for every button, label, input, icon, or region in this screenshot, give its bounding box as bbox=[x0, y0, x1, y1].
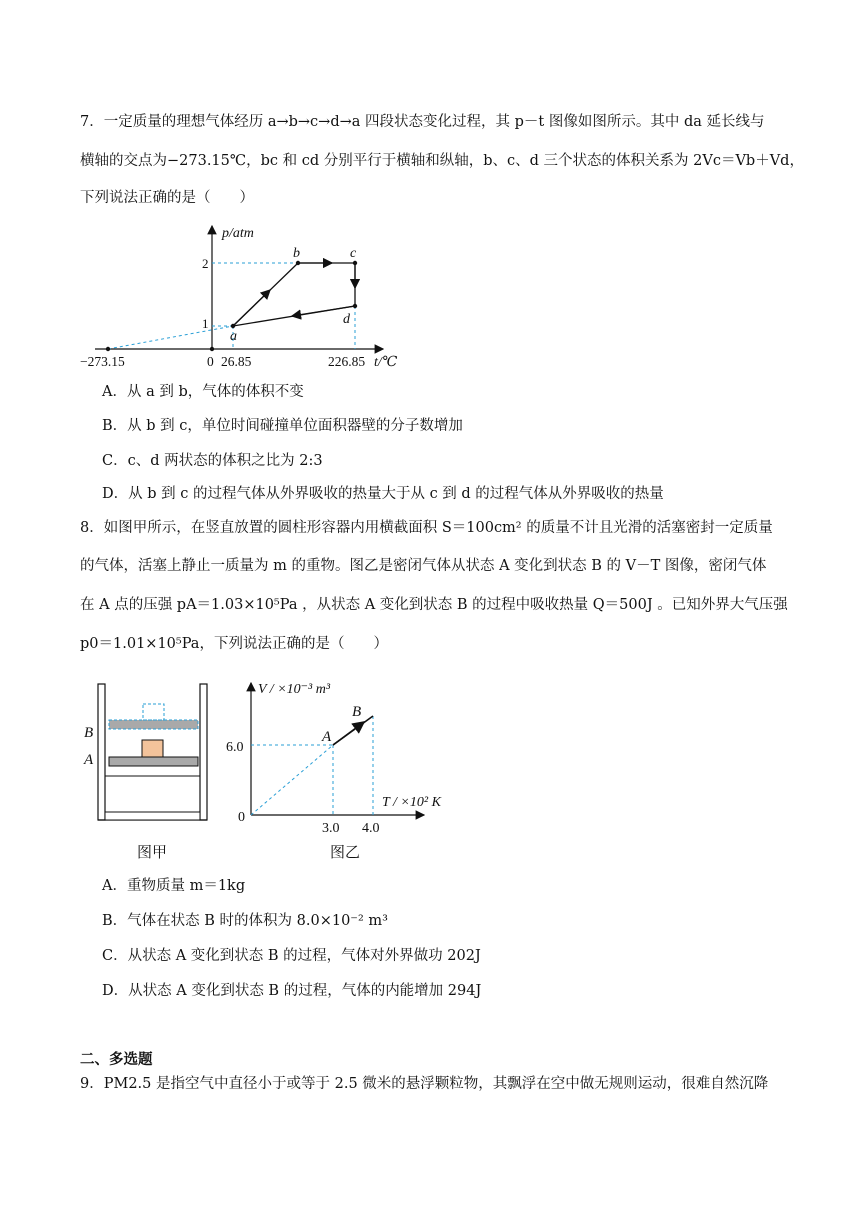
q7-x-tick-22685: 226.85 bbox=[328, 354, 366, 369]
q7-option-a: A．从 a 到 b，气体的体积不变 bbox=[102, 384, 304, 400]
q8-option-b: B．气体在状态 B 时的体积为 8.0×10⁻² m³ bbox=[102, 913, 388, 929]
q7-x-tick-2685: 26.85 bbox=[221, 354, 252, 369]
q8-yi-point-b: B bbox=[352, 704, 362, 720]
q8-jia-caption: 图甲 bbox=[136, 845, 168, 861]
q7-option-b: B．从 b 到 c，单位时间碰撞单位面积器壁的分子数增加 bbox=[102, 418, 463, 434]
q7-y-tick-1: 1 bbox=[202, 316, 209, 331]
q8-option-a: A．重物质量 m＝1kg bbox=[102, 878, 246, 894]
q7-x-tick-neg: −273.15 bbox=[80, 354, 125, 369]
q7-line-2: 横轴的交点为−273.15℃，bc 和 cd 分别平行于横轴和纵轴，b、c、d 三个状态的体积关系为 2Vc＝Vb＋Vd， bbox=[80, 153, 804, 169]
q8-line-2: 的气体，活塞上静止一质量为 m 的重物。图乙是密闭气体从状态 A 变化到状态 B 的 V－T 图像，密闭气体 bbox=[80, 558, 767, 574]
q9-line-1: 9．PM2.5 是指空气中直径小于或等于 2.5 微米的悬浮颗粒物，其飘浮在空中做无规则运动，很难自然沉降 bbox=[80, 1076, 769, 1092]
q8-yi-origin: 0 bbox=[238, 810, 245, 825]
q8-line-1: 8．如图甲所示，在竖直放置的圆柱形容器内用横截面积 S＝100cm² 的质量不计且光滑的活塞密封一定质量 bbox=[80, 520, 773, 536]
q7-point-b: b bbox=[293, 246, 300, 261]
q8-yi-x-tick-3: 3.0 bbox=[322, 821, 340, 836]
q7-point-d: d bbox=[343, 312, 350, 327]
q8-yi-caption: 图乙 bbox=[329, 845, 361, 861]
q7-x-axis-label: t/℃ bbox=[374, 355, 398, 370]
q8-option-c: C．从状态 A 变化到状态 B 的过程，气体对外界做功 202J bbox=[102, 948, 481, 964]
q7-y-tick-2: 2 bbox=[202, 256, 209, 271]
q8-line-3: 在 A 点的压强 pA＝1.03×10⁵Pa ，从状态 A 变化到状态 B 的过程中吸收热量 Q＝500J 。已知外界大气压强 bbox=[80, 597, 788, 613]
q8-jia-label-a: A bbox=[84, 752, 94, 768]
q7-option-d: D．从 b 到 c 的过程气体从外界吸收的热量大于从 c 到 d 的过程气体从外界吸收的热量 bbox=[102, 486, 664, 502]
q8-yi-x-axis-label: T / ×10² K bbox=[382, 795, 441, 810]
q8-yi-y-tick: 6.0 bbox=[226, 740, 244, 755]
q7-y-axis-label: p/atm bbox=[222, 226, 254, 241]
q8-jia-label-b: B bbox=[84, 725, 94, 741]
q8-option-d: D．从状态 A 变化到状态 B 的过程，气体的内能增加 294J bbox=[102, 983, 482, 999]
q7-point-a: a bbox=[230, 329, 237, 344]
q7-option-c: C．c、d 两状态的体积之比为 2:3 bbox=[102, 453, 323, 469]
q7-line-1: 7．一定质量的理想气体经历 a→b→c→d→a 四段状态变化过程，其 p－t 图像如图所示。其中 da 延长线与 bbox=[80, 114, 765, 130]
q7-line-3: 下列说法正确的是（ ） bbox=[80, 190, 254, 206]
q8-yi-y-axis-label: V / ×10⁻³ m³ bbox=[258, 682, 331, 697]
q8-line-4: p0＝1.01×10⁵Pa，下列说法正确的是（ ） bbox=[80, 636, 388, 652]
q8-yi-point-a: A bbox=[322, 729, 332, 745]
q7-x-tick-0: 0 bbox=[207, 354, 214, 369]
q8-yi-x-tick-4: 4.0 bbox=[362, 821, 380, 836]
section-heading: 二、多选题 bbox=[80, 1051, 153, 1068]
q7-point-c: c bbox=[350, 246, 357, 261]
